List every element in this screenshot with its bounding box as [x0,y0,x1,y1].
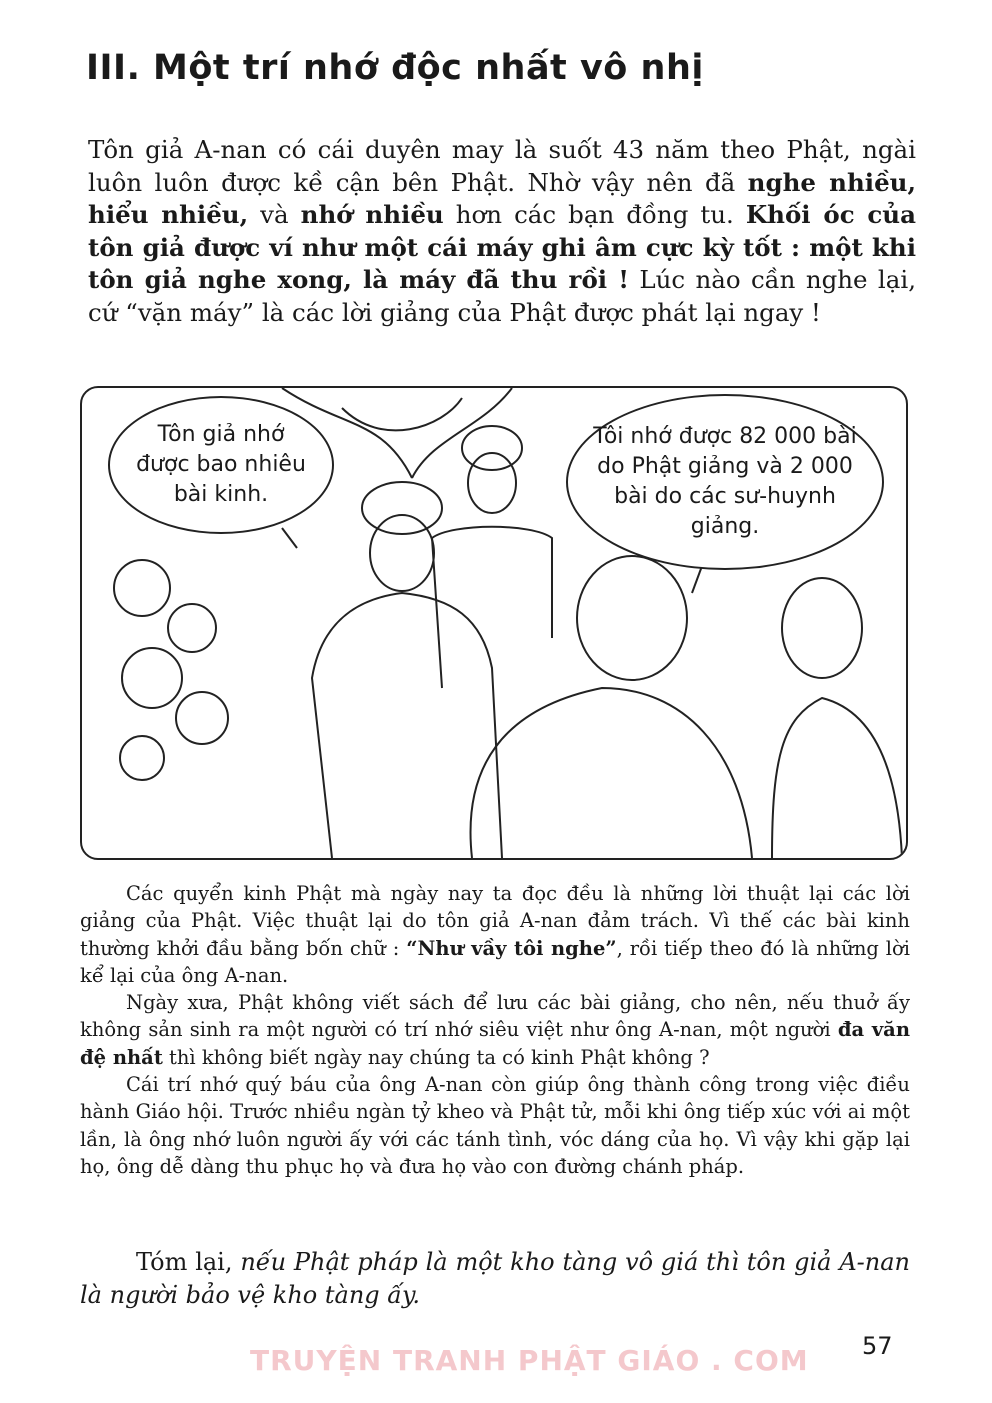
bold-text: Khối óc của tôn giả được ví như một cái máy ghi âm cực kỳ tốt : một khi tôn giả nghe xong, là máy đã thu rồi ! [88,200,916,295]
speech-bubble-left [108,396,334,534]
conclusion [80,1246,910,1312]
comic-panel [80,386,908,860]
chapter-title: III. Một trí nhớ độc nhất vô nhị [86,48,704,88]
text: hơn các bạn đồng tu. [443,200,746,230]
text: Lúc nào cần nghe lại, cứ “vặn máy” là các lời giảng của Phật được phát lại ngay ! [88,265,916,327]
watermark: TRUYỆN TRANH PHẬT GIÁO . COM [250,1344,809,1377]
intro-paragraph [88,134,916,330]
speech-bubble-right [566,394,884,570]
bubble-tail-left [282,528,297,548]
body-text [80,880,910,1180]
bold-text: nghe nhiều, hiểu nhiều, [88,167,916,230]
figure-standing-man [432,426,552,688]
paragraph: Cái trí nhớ quý báu của ông A-nan còn giúp ông thành công trong việc điều hành Giáo hội. Trước nhiều ngàn tỷ kheo và Phật tử, mỗi khi ông tiếp xúc với ai một lần, là ông nhớ luôn người ấy với các tánh tình, vóc dáng của họ. Vì vậy khi gặp lại họ, ông dễ dàng thu phục họ và đưa họ vào con đường chánh pháp. [80,1073,910,1178]
flower-bush [114,560,228,780]
text: , rồi tiếp theo đó là những lời kể lại của ông A-nan. [80,936,910,987]
text: Ngày xưa, Phật không viết sách để lưu các bài giảng, cho nên, nếu thuở ấy không sản sinh ra một người có trí nhớ siêu việt như ông A-nan, một người [80,991,910,1042]
bold-text: đa văn đệ nhất [80,1018,910,1069]
figure-monk-right [772,578,902,858]
text: và [248,200,301,230]
text: Tôn giả A-nan có cái duyên may là suốt 43 năm theo Phật, ngài luôn luôn được kề cận bên Phật. Nhờ vậy nên đã [88,135,916,197]
bold-text: “Như vầy tôi nghe” [406,936,617,960]
text: Tóm lại, [136,1248,241,1276]
figure-monk-back [471,556,752,858]
page-number: 57 [862,1332,893,1360]
bubble-text: Tôi nhớ được 82 000 bài do Phật giảng và 2 000 bài do các sư-huynh giảng. [593,424,857,539]
text: thì không biết ngày nay chúng ta có kinh Phật không ? [162,1045,710,1069]
text: Các quyển kinh Phật mà ngày nay ta đọc đều là những lời thuật lại các lời giảng của Phật. Việc thuật lại do tôn giả A-nan đảm trách. Vì thế các bài kinh thường khởi đầu bằng bốn chữ : [80,882,910,960]
bubble-text: Tôn giả nhớ được bao nhiêu bài kinh. [136,422,306,507]
bold-text: nhớ nhiều [300,200,444,230]
italic-text: nếu Phật pháp là một kho tàng vô giá thì tôn giả A-nan là người bảo vệ kho tàng ấy. [80,1248,910,1309]
bubble-tail-right [692,566,702,593]
paragraph [80,989,910,1071]
paragraph [80,880,910,989]
